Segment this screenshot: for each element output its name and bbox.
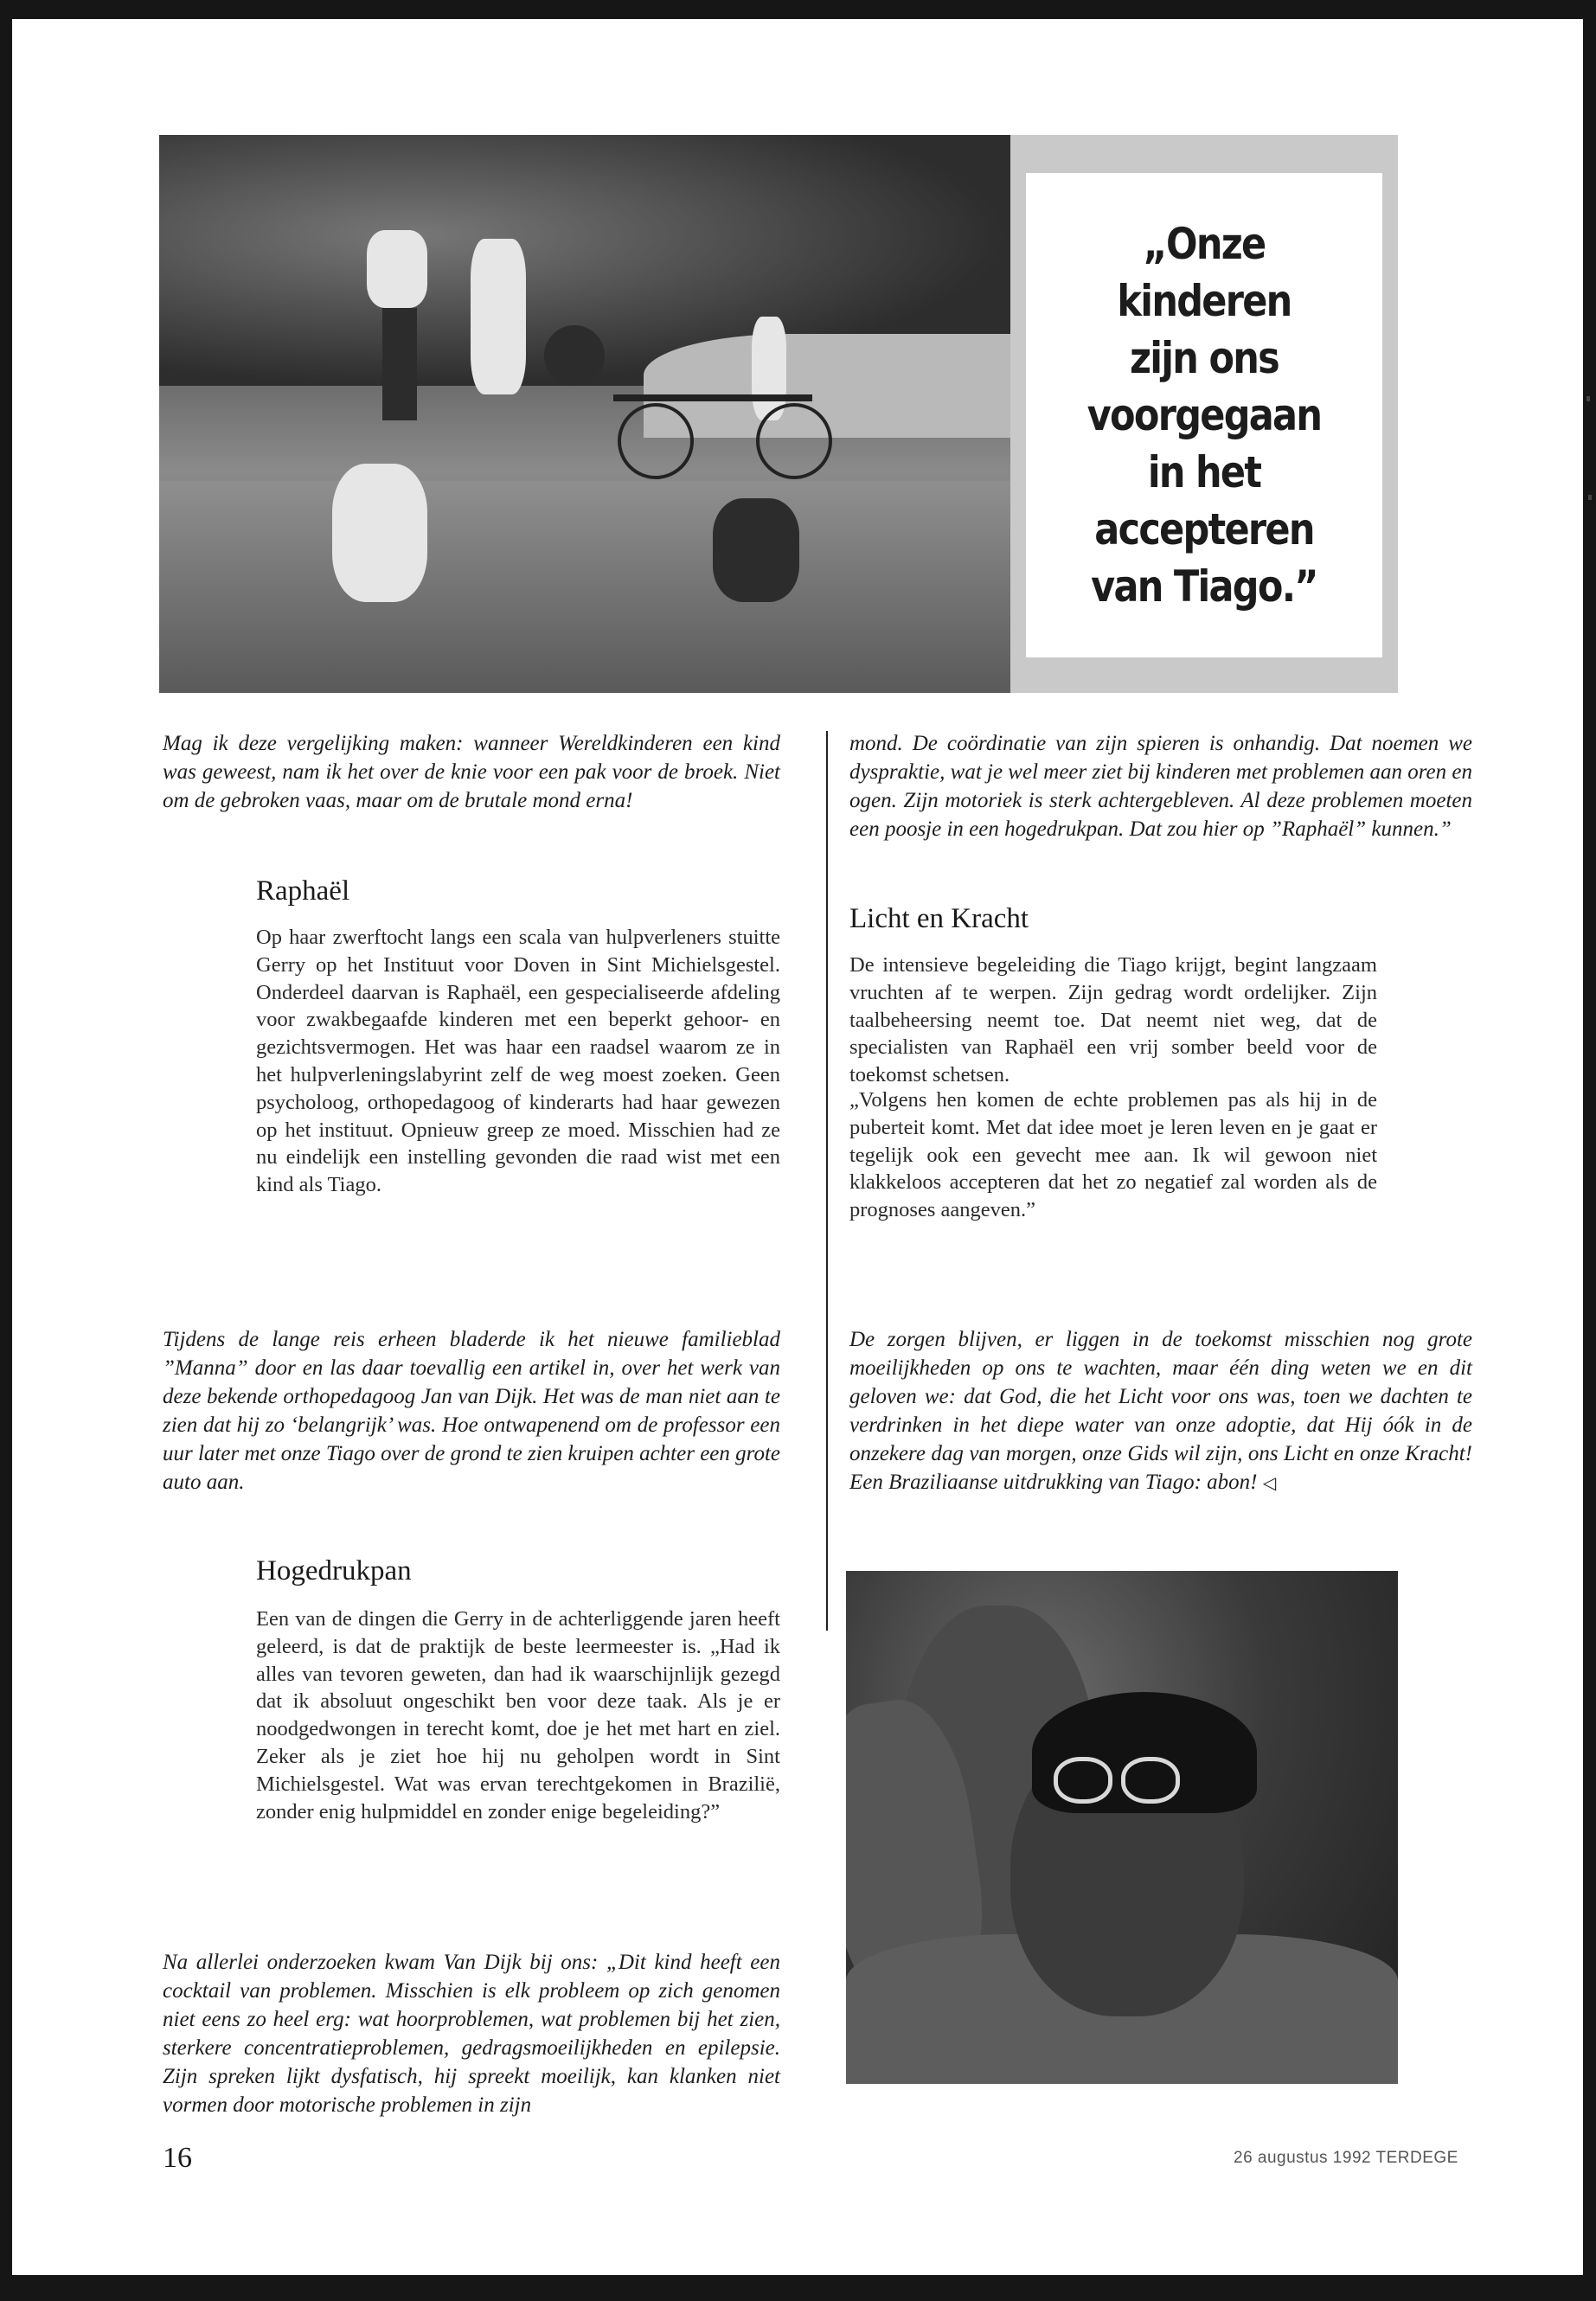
photo-father bbox=[367, 230, 427, 308]
family-photo bbox=[159, 135, 1010, 693]
end-mark-icon: ◁ bbox=[1262, 1474, 1277, 1493]
intro-italic: Mag ik deze vergelijking maken: wanneer Wereldkinderen een kind was geweest, nam ik het over de knie voor een pak voor de broek. Niet om de gebroken vaas, maar om de brutale mond erna! bbox=[163, 732, 780, 812]
photo-boy-right bbox=[713, 498, 799, 602]
continuation-italic: mond. De coördinatie van zijn spieren is onhandig. Dat noemen we dyspraktie, wat je wel meer ziet bij kinderen met problemen aan oren en ogen. Zijn motoriek is sterk achtergebleven. Al deze problemen moeten een poosje in een hogedrukpan. Dat zou hier op ”Raphaël” kunnen.” bbox=[849, 732, 1472, 841]
photo-glasses-left bbox=[1054, 1757, 1112, 1804]
photo-father-legs bbox=[382, 308, 417, 420]
licht-heading: Licht en Kracht bbox=[849, 903, 1029, 934]
page-border-right bbox=[1583, 0, 1596, 2301]
closing-text: De zorgen blijven, er liggen in de toekomst misschien nog grote moeilijkheden op ons te wachten, maar één ding weten we en dit geloven we: dat God, die het Licht voor ons was, toen we dachten te verdrinken in het diepe water van onze adoptie, dat Hij óók in de onzekere dag van morgen, onze Gids wil zijn, ons Licht en onze Kracht! Een Braziliaanse uitdrukking van Tiago: abon! bbox=[849, 1328, 1472, 1494]
photo-mother bbox=[471, 239, 526, 394]
photo-ball bbox=[544, 325, 605, 386]
closing-italic bbox=[849, 1325, 1472, 1498]
scan-speck bbox=[1588, 495, 1592, 500]
photo-bicycle bbox=[613, 394, 812, 401]
photo-bicycle-wheel-rear bbox=[756, 403, 832, 479]
travel-italic: Tijdens de lange reis erheen bladerde ik het nieuwe familieblad ”Manna” door en las daar toevallig een artikel in, over het werk van deze bekende orthopedagoog Jan van Dijk. Het was de man niet aan te zien dat hij zo ‘belangrijk’ was. Hoe ontwapenend om de professor een uur later met onze Tiago over de grond te zien kruipen achter een grote auto aan. bbox=[163, 1328, 780, 1494]
page-border-left bbox=[0, 0, 12, 2301]
photo-bicycle-wheel-front bbox=[618, 403, 694, 479]
pull-quote-text: „Onze kinderen zijn ons voorgegaan in het accepteren van Tiago.” bbox=[1086, 219, 1322, 612]
page-border-top bbox=[0, 0, 1596, 19]
hogedrukpan-heading: Hogedrukpan bbox=[256, 1555, 412, 1586]
page-number: 16 bbox=[163, 2142, 192, 2174]
page-border-bottom bbox=[0, 2275, 1596, 2301]
raphael-body: Op haar zwerftocht langs een scala van hulpverleners stuitte Gerry op het Instituut voor Doven in Sint Michielsgestel. Onderdeel daarvan is Raphaël, een gespecialiseerde afdeling voor zwakbegaafde kinderen met een beperkt gehoor- en gezichtsvermogen. Het was haar een raadsel waarom ze in het hulpverleningslabyrint zelf de weg moest zoeken. Geen psycholoog, orthopedagoog of kinderarts had haar gewezen op het instituut. Opnieuw greep ze moed. Misschien had ze nu eindelijk een instelling gevonden die raad wist met een kind als Tiago. bbox=[256, 926, 780, 1197]
raphael-heading: Raphaël bbox=[256, 875, 350, 907]
licht-body-2: „Volgens hen komen de echte problemen pas als hij in de puberteit komt. Met dat idee moet je leren leven en je gaat er tegelijk ook een gevecht mee aan. Ik wil gewoon niet klakkeloos accepteren dat het zo negatief zal worden als de prognoses aangeven.” bbox=[849, 1088, 1377, 1222]
column-rule bbox=[826, 731, 828, 1631]
photo-lawn bbox=[159, 481, 1010, 693]
scan-speck bbox=[1586, 396, 1590, 401]
issue-line: 26 augustus 1992 TERDEGE bbox=[1234, 2149, 1458, 2167]
tiago-photo bbox=[846, 1571, 1398, 2084]
photo-glasses-right bbox=[1121, 1757, 1180, 1804]
photo-boy-left bbox=[332, 464, 427, 602]
licht-body-1: De intensieve begeleiding die Tiago krijgt, begint langzaam vruchten af te werpen. Zijn gedrag wordt ordelijker. Zijn taalbeheersing neemt toe. Dat neemt niet weg, dat de specialisten van Raphaël een vrij somber beeld voor de toekomst schetsen. bbox=[849, 953, 1377, 1087]
vandijk-italic: Na allerlei onderzoeken kwam Van Dijk bij ons: „Dit kind heeft een cocktail van problemen. Misschien is elk probleem op zich genomen niet eens zo heel erg: wat hoorproblemen, wat problemen bij het zien, sterkere concentratieproblemen, gedragsmoeilijkheden en epilepsie. Zijn spreken lijkt dysfatisch, hij spreekt moeilijk, kan klanken niet vormen door motorische problemen in zijn bbox=[163, 1951, 780, 2117]
hogedrukpan-body: Een van de dingen die Gerry in de achterliggende jaren heeft geleerd, is dat de praktijk de beste leermeester is. „Had ik alles van tevoren geweten, dan had ik waarschijnlijk gezegd dat ik absoluut ongeschikt ben voor deze taak. Als je er noodgedwongen in terecht komt, doe je het met hart en ziel. Zeker als je ziet hoe hij nu geholpen wordt in Sint Michielsgestel. Wat was ervan terechtgekomen in Brazilië, zonder enig hulpmiddel en zonder enige begeleiding?” bbox=[256, 1607, 780, 1823]
pull-quote bbox=[1026, 173, 1382, 657]
